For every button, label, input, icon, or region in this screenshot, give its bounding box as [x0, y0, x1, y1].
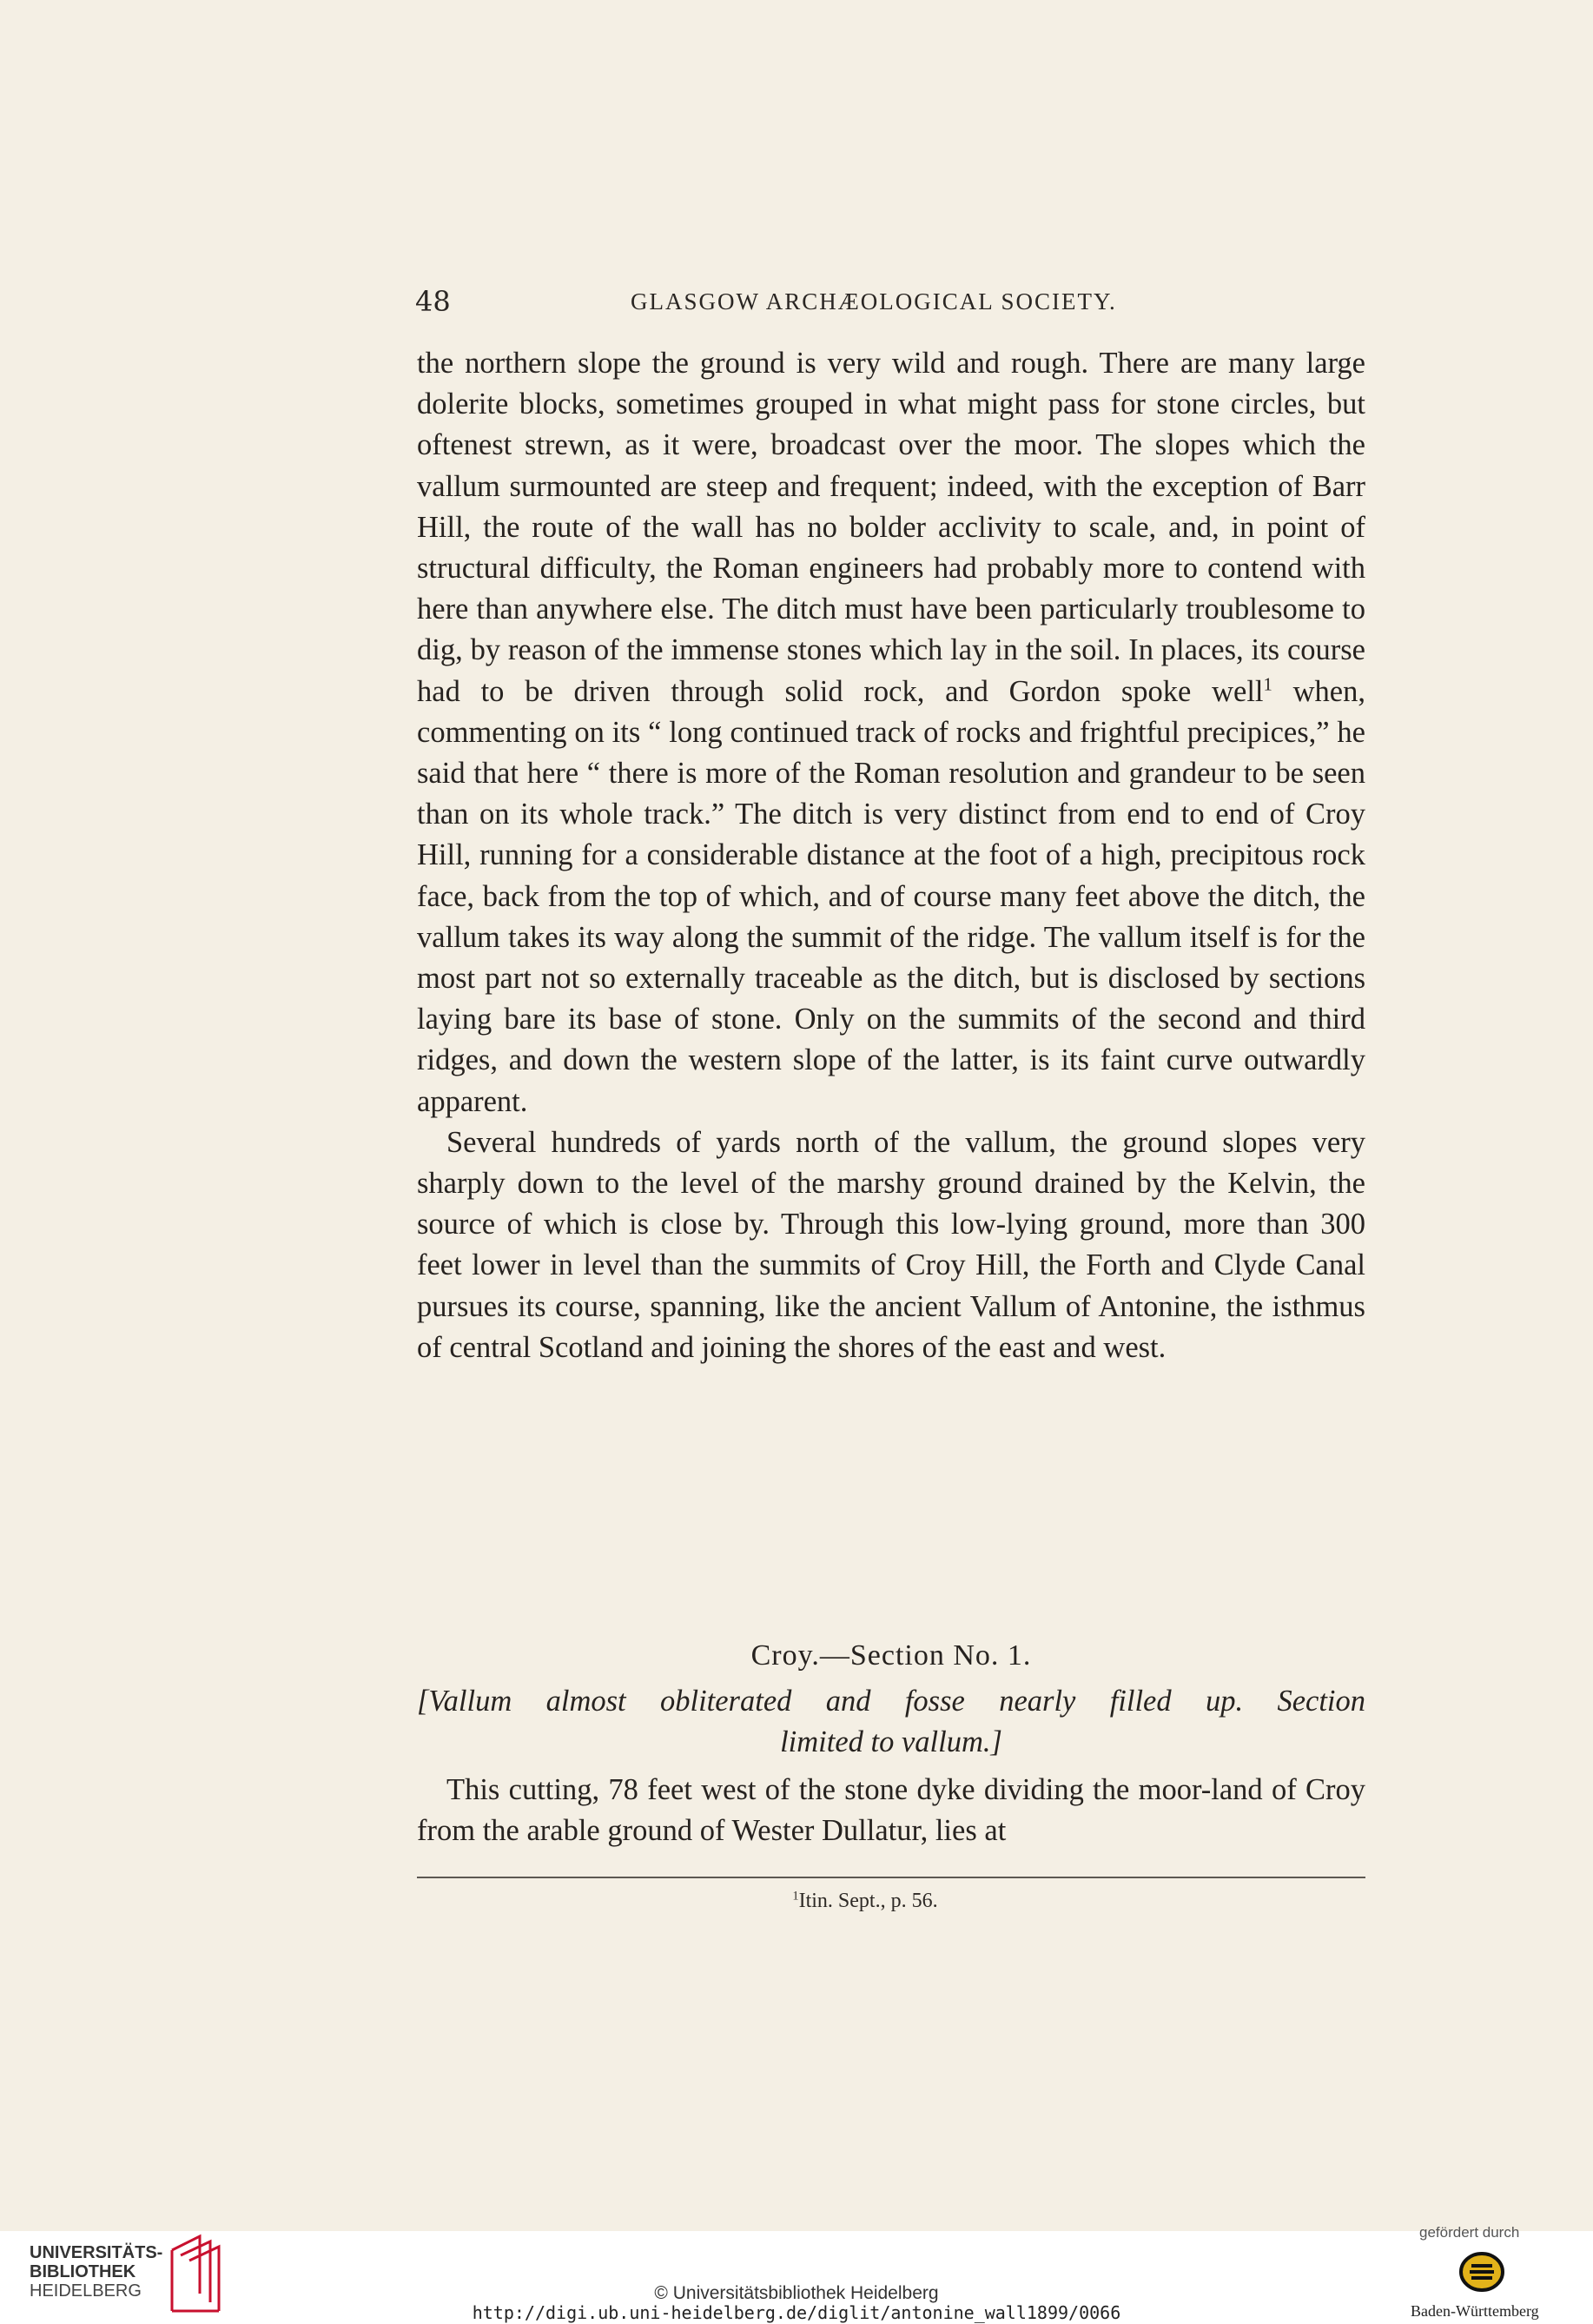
running-head: GLASGOW ARCHÆOLOGICAL SOCIETY.	[631, 288, 1117, 315]
section-note-line-2: limited to vallum.]	[780, 1725, 1002, 1758]
library-logo-text: UNIVERSITÄTS- BIBLIOTHEK HEIDELBERG	[30, 2243, 163, 2301]
sponsor-label: gefördert durch	[1419, 2224, 1520, 2241]
footnote-mark: 1	[792, 1889, 799, 1904]
body-text	[417, 343, 1365, 1368]
footnote-text: Itin. Sept., p. 56.	[798, 1890, 938, 1912]
footnote	[417, 1890, 1365, 1913]
paragraph-2: Several hundreds of yards north of the vallum, the ground slopes very sharply down to the level of the marshy ground drained by the Kelvin, the source of which is close by. Through this low-lying ground, more than 300 feet lower in level than the summits of Croy Hill, the Forth and Clyde Canal pursues its course, spanning, like the ancient Vallum of Antonine, the isthmus of central Scotland and joining the shores of the east and west.	[417, 1125, 1365, 1364]
page-header	[415, 285, 1365, 320]
section-note	[417, 1681, 1365, 1763]
section-heading: Croy.—Section No. 1.	[750, 1639, 1032, 1672]
copyright-text: © Universitätsbibliothek Heidelberg	[654, 2283, 939, 2303]
paragraph-1: the northern slope the ground is very wild and rough. There are many large dolerite blocks, sometimes grouped in what might pass for stone circles, but oftenest strewn, as it were, broadcast over the moor. The slopes which the vallum surmounted are steep and frequent; indeed, with the exception of Barr Hill, the route of the wall has no bolder acclivity to scale, and, in point of structural difficulty, the Roman engineers had probably more to contend with here than anywhere else. The ditch must have been particularly troublesome to dig, by reason of the immense stones which lay in the soil. In places, its course had to be driven through solid rock, and Gordon spoke well$^1$ when, commenting on its “ long continued track of rocks and frightful precipices,” he said that here “ there is more of the Roman resolution and grandeur to be seen than on its whole track.” The ditch is very distinct from end to end of Croy Hill, running for a considerable distance at the foot of a high, precipitous rock face, back from the top of which, and of course many feet above the ditch, the vallum takes its way along the summit of the ridge. The vallum itself is for the most part not so externally traceable as the ditch, but is disclosed by sections laying bare its base of stone. Only on the summits of the second and third ridges, and down the western slope of the latter, is its faint curve outwardly apparent.	[417, 347, 1365, 1118]
paragraph-3: This cutting, 78 feet west of the stone dyke dividing the moor-land of Croy from the arable ground of Wester Dullatur, lies at	[417, 1773, 1365, 1848]
permalink-url[interactable]: http://digi.ub.uni-heidelberg.de/diglit/antonine_wall1899/0066	[472, 2302, 1121, 2323]
footnote-reference: 1	[1263, 675, 1272, 695]
section-note-line-1: [Vallum almost obliterated and fosse nearly filled up. Section	[417, 1685, 1365, 1718]
footnote-rule	[417, 1877, 1365, 1878]
page-number: 48	[415, 285, 451, 318]
sponsor-name: Baden-Württemberg	[1411, 2302, 1539, 2320]
state-seal-icon	[1457, 2248, 1506, 2295]
